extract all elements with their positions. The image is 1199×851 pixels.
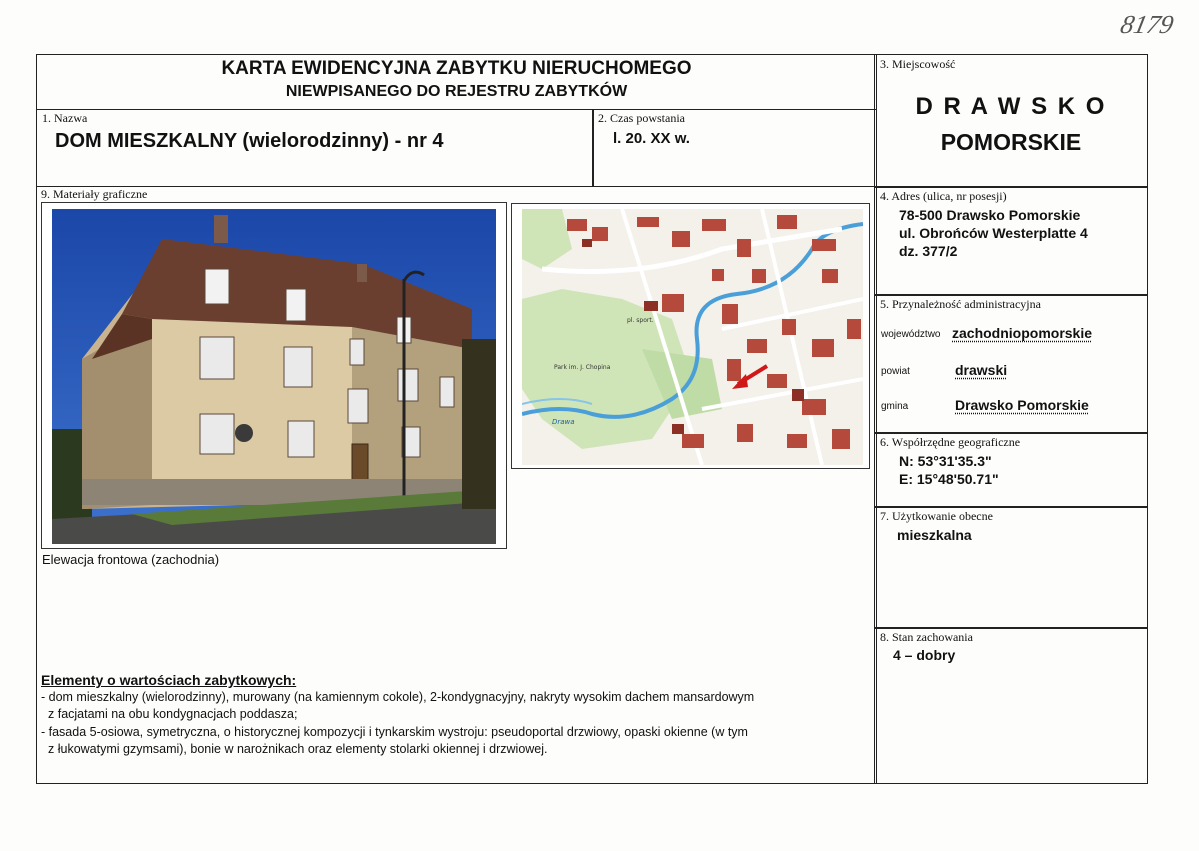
name-field [36, 109, 594, 187]
usage-field [874, 506, 1148, 629]
card-title: KARTA EWIDENCYJNA ZABYTKU NIERUCHOMEGO [221, 58, 692, 79]
address-line-3: dz. 377/2 [899, 243, 958, 259]
catalog-number: 8179 [1118, 10, 1177, 39]
map-label-sport: pl. sport. [627, 317, 654, 324]
values-item-2-line-1: - fasada 5-osiowa, symetryczna, o historycznej kompozycji i tynkarskim wystroju: pseudoportal drzwiowy, opaski okienne (w tym [41, 725, 748, 739]
name-field-label: 1. Nazwa [42, 111, 88, 125]
building-photo-image [52, 209, 496, 544]
admin-field [874, 294, 1148, 434]
address-field-label: 4. Adres (ulica, nr posesji) [880, 189, 1007, 203]
admin-field-label: 5. Przynależność administracyjna [880, 297, 1041, 311]
values-item-1-line-2: z facjatami na obu kondygnacjach poddasza; [48, 707, 298, 721]
locality-field-label: 3. Miejscowość [880, 57, 956, 71]
admin-value-voivodeship: zachodniopomorskie [952, 325, 1093, 341]
coords-longitude: E: 15°48'50.71" [899, 471, 999, 487]
card-subtitle: NIEWPISANEGO DO REJESTRU ZABYTKÓW [285, 83, 628, 100]
location-map-image [522, 209, 863, 465]
locality-name-line-2: POMORSKIE [940, 129, 1082, 155]
address-field [874, 186, 1148, 296]
date-field-label: 2. Czas powstania [598, 111, 685, 125]
condition-field [874, 627, 1148, 784]
coords-field [874, 432, 1148, 508]
locality-name-line-1: D R A W S K O [915, 93, 1107, 120]
graphics-field-label: 9. Materiały graficzne [41, 187, 148, 201]
coords-field-label: 6. Współrzędne geograficzne [880, 435, 1021, 449]
admin-value-commune: Drawsko Pomorskie [955, 397, 1089, 413]
values-item-1-line-1: - dom mieszkalny (wielorodzinny), murowany (na kamiennym cokole), 2-kondygnacyjny, nakryty wysokim dachem mansardowym [41, 690, 755, 704]
admin-key-commune: gmina [881, 401, 909, 412]
map-label-river: Drawa [552, 418, 575, 426]
condition-field-label: 8. Stan zachowania [880, 630, 973, 644]
coords-latitude: N: 53°31'35.3" [899, 453, 992, 469]
usage-field-label: 7. Użytkowanie obecne [880, 509, 993, 523]
address-line-2: ul. Obrońców Westerplatte 4 [899, 225, 1088, 241]
date-field [592, 109, 877, 187]
admin-value-county: drawski [955, 362, 1008, 378]
admin-key-voivodeship: województwo [881, 329, 941, 340]
admin-key-county: powiat [881, 366, 910, 377]
object-name: DOM MIESZKALNY (wielorodzinny) - nr 4 [55, 130, 444, 152]
values-item-2-line-2: z łukowatymi gzymsami), bonie w narożnikach oraz elementy stolarki okiennej i drzwiowej. [48, 742, 548, 756]
location-map [511, 203, 870, 469]
address-line-1: 78-500 Drawsko Pomorskie [899, 207, 1081, 223]
usage-value: mieszkalna [897, 527, 972, 543]
photo-caption: Elewacja frontowa (zachodnia) [42, 552, 220, 567]
condition-value: 4 – dobry [893, 647, 956, 663]
creation-date: l. 20. XX w. [613, 130, 690, 147]
map-label-park: Park im. J. Chopina [554, 364, 611, 371]
building-photo [41, 202, 507, 549]
locality-field [874, 54, 1148, 188]
values-heading: Elementy o wartościach zabytkowych: [41, 672, 297, 688]
